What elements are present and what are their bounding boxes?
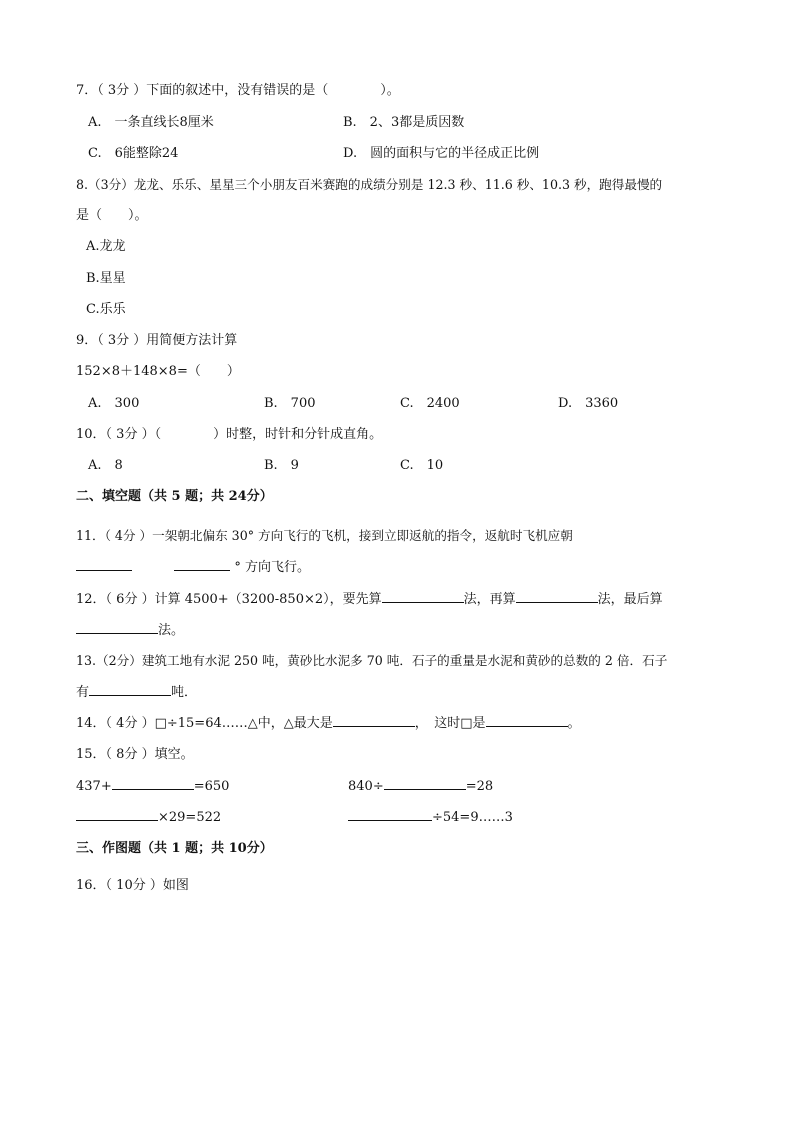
q11-line2 <box>76 558 310 577</box>
q9-option-b: B. 700 <box>264 396 316 411</box>
q11-blank-2[interactable] <box>174 558 230 571</box>
q14-blank-1[interactable] <box>333 714 415 727</box>
q9-option-d: D. 3360 <box>558 396 619 411</box>
q14-blank-2[interactable] <box>486 714 568 727</box>
q11-blank-1[interactable] <box>76 558 132 571</box>
q13-line2 <box>76 683 197 702</box>
q8-stem-line1: 8.（3分）龙龙、乐乐、星星三个小朋友百米赛跑的成绩分别是 12.3 秒、11.6 秒、10.3 秒，跑得最慢的 <box>76 177 663 192</box>
q14-part2: ， 这时□是 <box>414 716 486 731</box>
q15-expr-1-tail: =650 <box>193 779 230 794</box>
q14-part3: 。 <box>567 716 581 731</box>
q15-blank-2[interactable] <box>384 777 466 790</box>
q11-line1: 11．（ 4分 ）一架朝北偏东 30° 方向飞行的飞机，接到立即返航的指令，返航时飞机应朝 <box>76 528 573 543</box>
q12-part3: 法，最后算 <box>597 592 663 607</box>
q12-line2 <box>76 621 184 640</box>
q10-stem: 10．（ 3分 ）（ ）时整，时针和分针成直角。 <box>76 427 383 442</box>
q9-stem: 9．（ 3分 ）用简便方法计算 <box>76 333 238 348</box>
q12-part2: 法，再算 <box>463 592 516 607</box>
q15-expr-2-head: 840÷ <box>348 779 384 794</box>
q10-option-c: C. 10 <box>400 458 444 473</box>
q15-expr-2 <box>348 777 493 796</box>
q15-expr-4-tail: ÷54=9……3 <box>432 810 513 825</box>
q13-line2-head: 有 <box>76 685 90 700</box>
q15-blank-3[interactable] <box>76 808 158 821</box>
q15-expr-4 <box>348 808 513 827</box>
q15-expr-3 <box>76 808 221 827</box>
q15-blank-4[interactable] <box>348 808 432 821</box>
q12-blank-2[interactable] <box>516 590 598 603</box>
q8-option-a: A.龙龙 <box>86 239 126 254</box>
q15-expr-1-head: 437+ <box>76 779 112 794</box>
q12-blank-3[interactable] <box>76 621 158 634</box>
q14-line <box>76 714 581 733</box>
q15-expr-1 <box>76 777 229 796</box>
q11-line2-tail: ° 方向飞行。 <box>234 560 311 575</box>
q13-line2-tail: 吨． <box>171 685 198 700</box>
q9-expression: 152×8＋148×8=（ ） <box>76 364 240 379</box>
q12-line1 <box>76 590 663 609</box>
section-fill-in-heading: 二、填空题（共 5 题；共 24分） <box>76 489 273 504</box>
q14-part1: 14．（ 4分 ）□÷15=64……△中，△最大是 <box>76 716 333 731</box>
q9-option-c: C. 2400 <box>400 396 460 411</box>
q8-option-c: C.乐乐 <box>86 302 126 317</box>
q16-stem: 16．（ 10分 ）如图 <box>76 878 189 893</box>
q8-stem-line2: 是（ ）。 <box>76 208 148 223</box>
q9-option-a: A. 300 <box>88 396 140 411</box>
q13-line1: 13.（2分）建筑工地有水泥 250 吨，黄砂比水泥多 70 吨．石子的重量是水泥和黄砂的总数的 2 倍．石子 <box>76 653 668 668</box>
q13-blank[interactable] <box>89 683 171 696</box>
q7-option-a: A. 一条直线长8厘米 <box>88 115 214 130</box>
q7-option-c: C. 6能整除24 <box>88 146 179 161</box>
q12-blank-1[interactable] <box>382 590 464 603</box>
q8-option-b: B.星星 <box>86 271 126 286</box>
section-drawing-heading: 三、作图题（共 1 题；共 10分） <box>76 841 273 856</box>
q12-line2-tail: 法。 <box>158 623 185 638</box>
q7-option-b: B. 2、3都是质因数 <box>343 115 465 130</box>
q15-blank-1[interactable] <box>112 777 194 790</box>
q10-option-b: B. 9 <box>264 458 299 473</box>
q15-expr-2-tail: =28 <box>465 779 494 794</box>
q15-stem: 15．（ 8分 ）填空。 <box>76 747 194 762</box>
q15-expr-3-tail: ×29=522 <box>158 810 222 825</box>
q7-option-d: D. 圆的面积与它的半径成正比例 <box>343 146 540 161</box>
q7-stem: 7．（ 3分 ）下面的叙述中，没有错误的是（ ）。 <box>76 83 400 98</box>
q12-part1: 12．（ 6分 ）计算 4500+（3200-850×2），要先算 <box>76 592 382 607</box>
q10-option-a: A. 8 <box>88 458 123 473</box>
